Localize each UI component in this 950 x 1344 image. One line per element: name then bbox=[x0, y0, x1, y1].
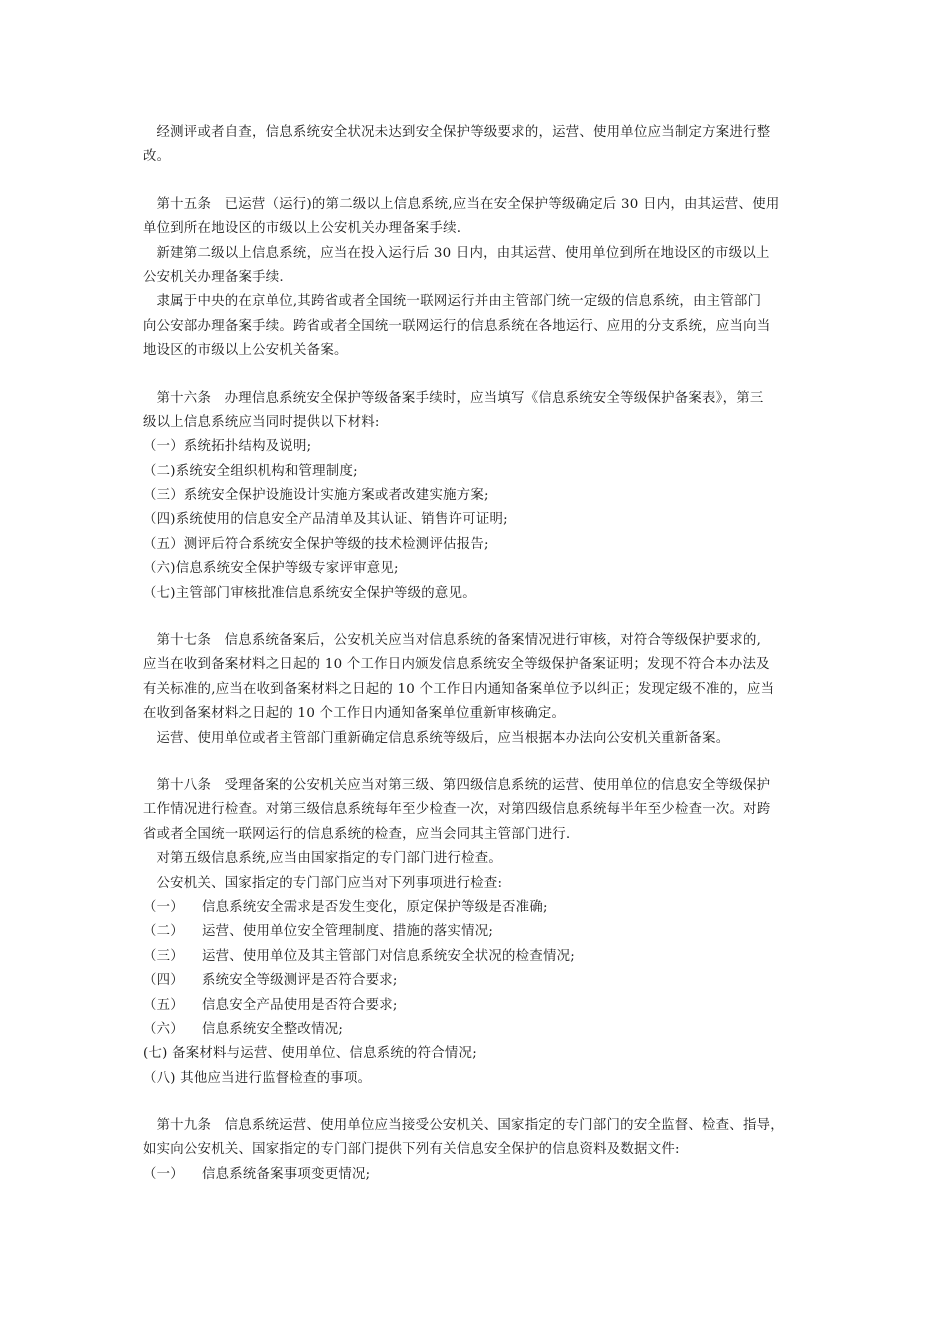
text-line: 第十九条 信息系统运营、使用单位应当接受公安机关、国家指定的专门部门的安全监督、检查、指导， bbox=[143, 1118, 784, 1134]
text-line: 向公安部办理备案手续。跨省或者全国统一联网运行的信息系统在各地运行、应用的分支系统，应当向当 bbox=[143, 318, 771, 334]
text-line: 有关标准的,应当在收到备案材料之日起的 10 个工作日内通知备案单位予以纠正；发现定级不准的，应当 bbox=[143, 681, 775, 697]
text-line: （三）系统安全保护设施设计实施方案或者改建实施方案; bbox=[143, 488, 489, 504]
text-line: （七)主管部门审核批准信息系统安全保护等级的意见。 bbox=[143, 585, 476, 601]
article-section bbox=[143, 193, 813, 364]
text-line: （五）测评后符合系统安全保护等级的技术检测评估报告; bbox=[143, 536, 489, 552]
article-section bbox=[143, 774, 813, 1091]
text-line: 在收到备案材料之日起的 10 个工作日内通知备案单位重新审核确定。 bbox=[143, 706, 566, 722]
text-line: 新建第二级以上信息系统，应当在投入运行后 30 日内，由其运营、使用单位到所在地设区的市级以上 bbox=[143, 245, 770, 261]
text-line: 工作情况进行检查。对第三级信息系统每年至少检查一次，对第四级信息系统每半年至少检查一次。对跨 bbox=[143, 802, 771, 818]
text-line: 应当在收到备案材料之日起的 10 个工作日内颁发信息系统安全等级保护备案证明；发现不符合本办法及 bbox=[143, 657, 770, 673]
text-line: 改。 bbox=[143, 149, 171, 165]
article-section bbox=[143, 121, 813, 170]
text-line: （一） 信息系统安全需求是否发生变化，原定保护等级是否准确; bbox=[143, 899, 548, 915]
text-line: （五） 信息安全产品使用是否符合要求; bbox=[143, 997, 398, 1013]
text-line: 第十五条 已运营（运行)的第二级以上信息系统,应当在安全保护等级确定后 30 日内，由其运营、使用 bbox=[143, 196, 780, 212]
text-line: 单位到所在地设区的市级以上公安机关办理备案手续. bbox=[143, 221, 462, 237]
document-body bbox=[143, 121, 813, 1210]
text-line: 对第五级信息系统,应当由国家指定的专门部门进行检查。 bbox=[143, 851, 503, 867]
text-line: （四） 系统安全等级测评是否符合要求; bbox=[143, 973, 398, 989]
text-line: （一）系统拓扑结构及说明; bbox=[143, 439, 312, 455]
text-line: （二)系统安全组织机构和管理制度; bbox=[143, 463, 358, 479]
text-line: （一） 信息系统备案事项变更情况; bbox=[143, 1166, 371, 1182]
text-line: （四)系统使用的信息安全产品清单及其认证、销售许可证明; bbox=[143, 512, 508, 528]
text-line: (七) 备案材料与运营、使用单位、信息系统的符合情况; bbox=[143, 1046, 477, 1062]
article-section bbox=[143, 1114, 813, 1187]
text-line: （二） 运营、使用单位安全管理制度、措施的落实情况; bbox=[143, 924, 494, 940]
text-line: 经测评或者自查，信息系统安全状况未达到安全保护等级要求的，运营、使用单位应当制定方案进行整 bbox=[143, 125, 771, 140]
text-line: （三） 运营、使用单位及其主管部门对信息系统安全状况的检查情况; bbox=[143, 948, 576, 964]
article-section bbox=[143, 387, 813, 607]
text-line: 公安机关、国家指定的专门部门应当对下列事项进行检查: bbox=[143, 875, 503, 891]
text-line: 运营、使用单位或者主管部门重新确定信息系统等级后，应当根据本办法向公安机关重新备案。 bbox=[143, 730, 730, 746]
text-line: 第十八条 受理备案的公安机关应当对第三级、第四级信息系统的运营、使用单位的信息安全等级保护 bbox=[143, 777, 771, 793]
text-line: 地设区的市级以上公安机关备案。 bbox=[143, 343, 348, 359]
text-line: 第十七条 信息系统备案后，公安机关应当对信息系统的备案情况进行审核，对符合等级保护要求的, bbox=[143, 633, 762, 649]
text-line: 隶属于中央的在京单位,其跨省或者全国统一联网运行并由主管部门统一定级的信息系统，由主管部门 bbox=[143, 294, 762, 310]
text-line: （六） 信息系统安全整改情况; bbox=[143, 1021, 344, 1037]
text-line: （八) 其他应当进行监督检查的事项。 bbox=[143, 1070, 372, 1086]
text-line: 省或者全国统一联网运行的信息系统的检查，应当会同其主管部门进行. bbox=[143, 826, 571, 842]
article-section bbox=[143, 629, 813, 751]
text-line: 第十六条 办理信息系统安全保护等级备案手续时，应当填写《信息系统安全等级保护备案表》，第三 bbox=[143, 390, 764, 406]
text-line: 公安机关办理备案手续. bbox=[143, 269, 284, 285]
text-line: （六)信息系统安全保护等级专家评审意见; bbox=[143, 561, 399, 577]
text-line: 如实向公安机关、国家指定的专门部门提供下列有关信息安全保护的信息资料及数据文件: bbox=[143, 1142, 680, 1158]
text-line: 级以上信息系统应当同时提供以下材料: bbox=[143, 414, 380, 430]
